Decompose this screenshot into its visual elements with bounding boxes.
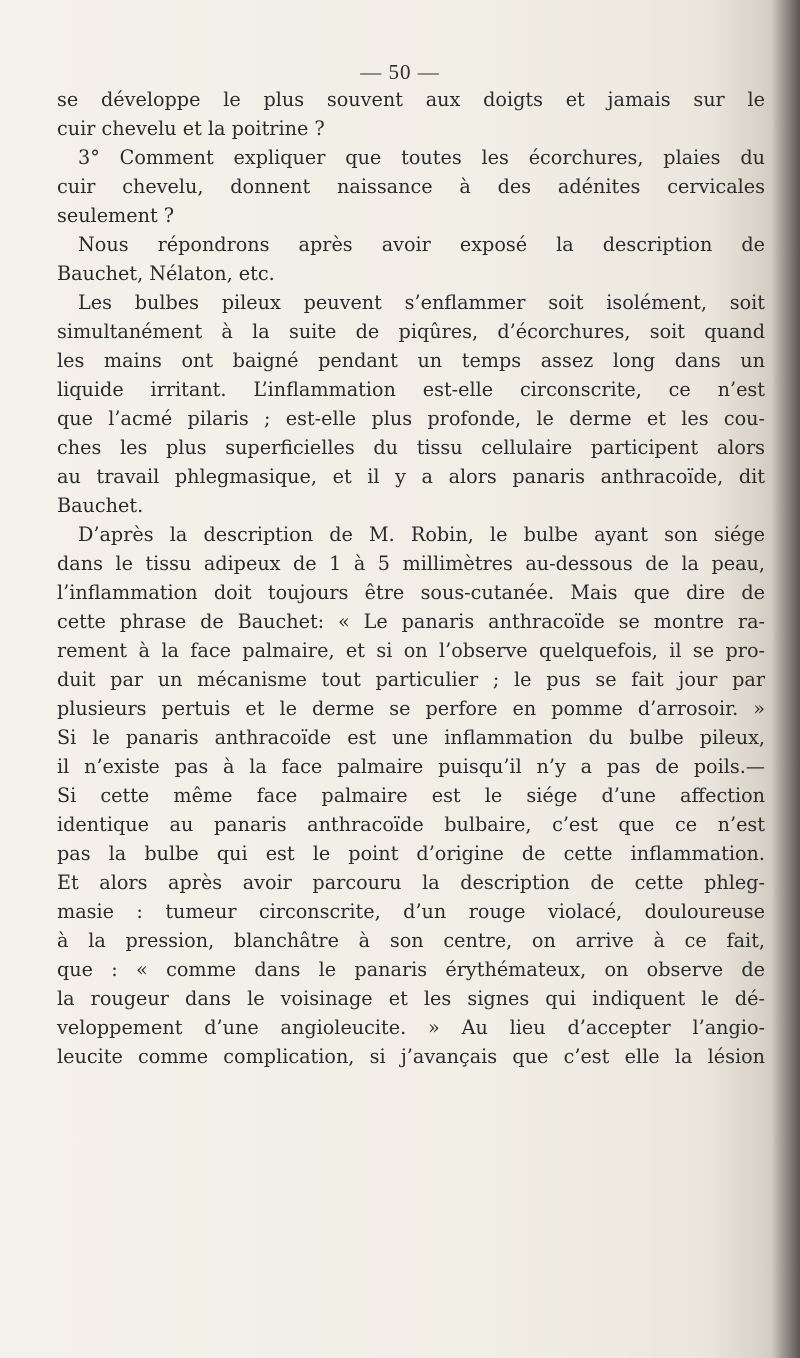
text-line: seulement ?	[57, 204, 175, 227]
text-line: la rougeur dans le voisinage et les signes qui indiquent le dé-	[57, 987, 765, 1010]
text-line: que l’acmé pilaris ; est-elle plus profonde, le derme et les cou-	[57, 407, 765, 430]
body-text	[57, 85, 765, 1071]
text-line: se développe le plus souvent aux doigts et jamais sur le	[57, 88, 765, 111]
text-line: il n’existe pas à la face palmaire puisqu’il n’y a pas de poils.—	[57, 755, 765, 778]
text-line: cuir chevelu, donnent naissance à des adénites cervicales	[57, 175, 765, 198]
text-line: à la pression, blanchâtre à son centre, on arrive à ce fait,	[57, 929, 765, 952]
text-line: pas la bulbe qui est le point d’origine de cette inflammation.	[57, 842, 765, 865]
text-line: identique au panaris anthracoïde bulbaire, c’est que ce n’est	[57, 813, 765, 836]
page-number: — 50 —	[360, 60, 440, 84]
text-line: liquide irritant. L’inflammation est-elle circonscrite, ce n’est	[57, 378, 765, 401]
text-line: simultanément à la suite de piqûres, d’écorchures, soit quand	[57, 320, 765, 343]
text-line: veloppement d’une angioleucite. » Au lieu d’accepter l’angio-	[57, 1016, 765, 1039]
text-line: masie : tumeur circonscrite, d’un rouge violacé, douloureuse	[57, 900, 765, 923]
text-line: Si cette même face palmaire est le siége d’une affection	[57, 784, 765, 807]
page-edge-shadow	[772, 0, 800, 1358]
text-line: D’après la description de M. Robin, le bulbe ayant son siége	[78, 523, 765, 546]
text-line: Et alors après avoir parcouru la description de cette phleg-	[57, 871, 765, 894]
text-line: leucite comme complication, si j’avançais que c’est elle la lésion	[57, 1045, 765, 1068]
text-line: au travail phlegmasique, et il y a alors panaris anthracoïde, dit	[57, 465, 765, 488]
text-line: dans le tissu adipeux de 1 à 5 millimètres au-dessous de la peau,	[57, 552, 765, 575]
text-line: Bauchet, Nélaton, etc.	[57, 262, 275, 285]
text-line: Bauchet.	[57, 494, 144, 517]
text-line: l’inflammation doit toujours être sous-cutanée. Mais que dire de	[57, 581, 765, 604]
text-line: les mains ont baigné pendant un temps assez long dans un	[57, 349, 765, 372]
text-line: cuir chevelu et la poitrine ?	[57, 117, 325, 140]
text-line: que : « comme dans le panaris érythémateux, on observe de	[57, 958, 765, 981]
text-line: 3° Comment expliquer que toutes les écorchures, plaies du	[78, 146, 765, 169]
text-line: Nous répondrons après avoir exposé la description de	[78, 233, 765, 256]
text-line: plusieurs pertuis et le derme se perfore en pomme d’arrosoir. »	[57, 697, 765, 720]
text-line: Si le panaris anthracoïde est une inflammation du bulbe pileux,	[57, 726, 765, 749]
text-line: ches les plus superficielles du tissu cellulaire participent alors	[57, 436, 765, 459]
text-line: cette phrase de Bauchet: « Le panaris anthracoïde se montre ra-	[57, 610, 765, 633]
text-line: duit par un mécanisme tout particulier ; le pus se fait jour par	[57, 668, 765, 691]
text-line: Les bulbes pileux peuvent s’enflammer soit isolément, soit	[78, 291, 765, 314]
text-line: rement à la face palmaire, et si on l’observe quelquefois, il se pro-	[57, 639, 765, 662]
